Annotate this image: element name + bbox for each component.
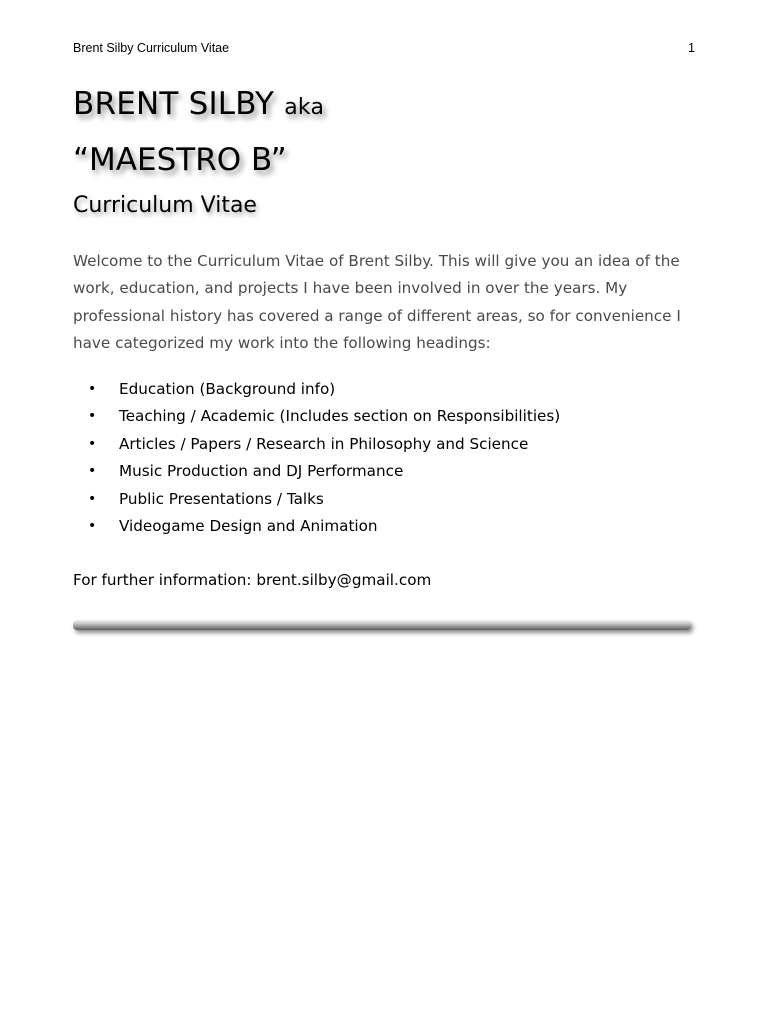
section-list — [73, 376, 693, 540]
bullet-icon: • — [88, 490, 97, 507]
page-header — [73, 41, 695, 59]
document-subtitle: Curriculum Vitae — [73, 193, 257, 218]
list-item-label: Articles / Papers / Research in Philosophy and Science — [119, 434, 529, 453]
running-title: Brent Silby Curriculum Vitae — [73, 41, 230, 55]
list-item-label: Public Presentations / Talks — [119, 489, 324, 508]
aka-text: aka — [284, 95, 325, 120]
title-block — [73, 84, 693, 221]
bullet-icon: • — [88, 408, 97, 425]
list-item — [73, 376, 693, 403]
bullet-icon: • — [88, 518, 97, 535]
list-item — [73, 513, 693, 540]
list-item — [73, 458, 693, 485]
bullet-icon: • — [88, 435, 97, 452]
list-item — [73, 403, 693, 430]
name-heading — [73, 84, 693, 128]
list-item-label: Videogame Design and Animation — [119, 517, 378, 536]
page-number: 1 — [688, 41, 695, 55]
name-text: BRENT SILBY — [73, 86, 275, 122]
list-item-label: Teaching / Academic (Includes section on Responsibilities) — [119, 407, 561, 426]
bullet-icon: • — [88, 381, 97, 397]
contact-line: For further information: brent.silby@gmail.com — [73, 571, 432, 589]
intro-paragraph: Welcome to the Curriculum Vitae of Brent Silby. This will give you an idea of the work, education, and projects I have been involved in over the years. My professional history has covered a range of different areas, so for convenience I have categorized my work into the following headings: — [73, 252, 681, 352]
list-item — [73, 431, 693, 458]
list-item-label: Education (Background info) — [119, 380, 336, 398]
list-item-label: Music Production and DJ Performance — [119, 462, 404, 481]
alias-heading: “MAESTRO B” — [73, 142, 287, 178]
divider-bar — [73, 620, 691, 630]
list-item — [73, 486, 693, 513]
bullet-icon: • — [88, 463, 97, 480]
